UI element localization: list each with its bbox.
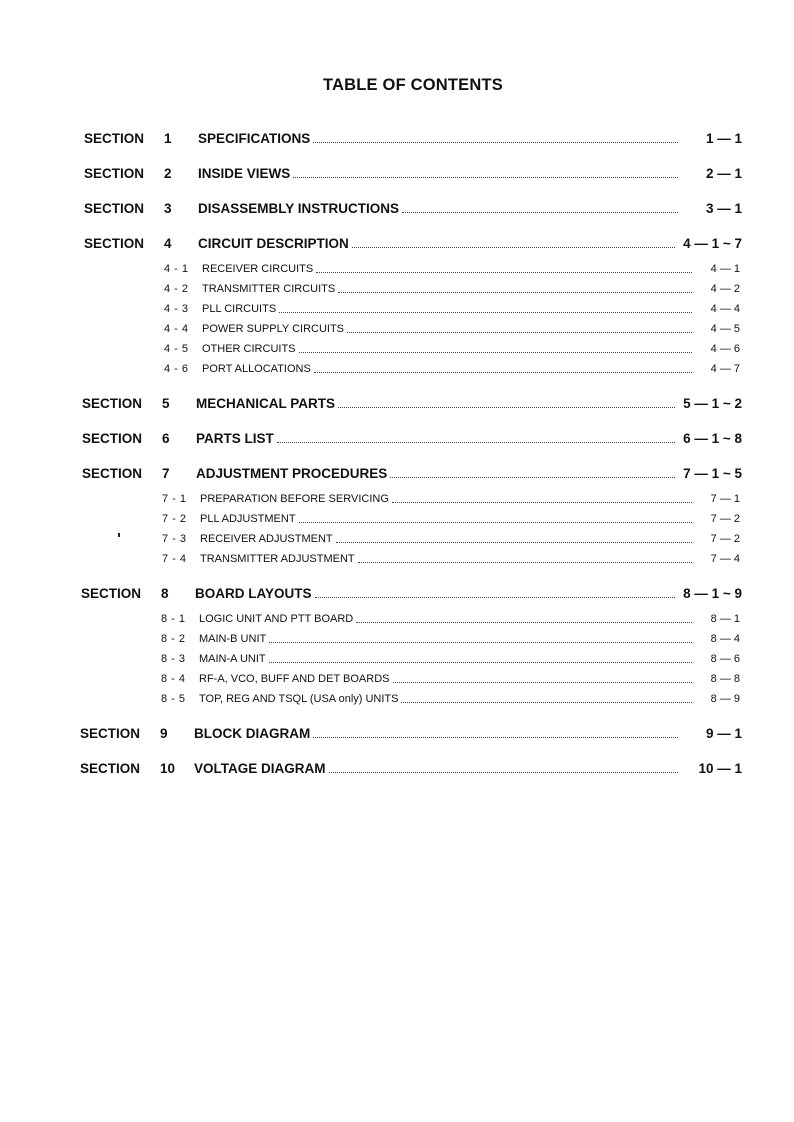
section-label: SECTION [80,761,141,776]
section-number: 4 [164,236,172,251]
subsection-page: 8 — 1 [710,613,740,625]
toc-subsection-row[interactable] [164,323,740,335]
section-title: ADJUSTMENT PROCEDURES [196,466,388,481]
subsection-number: 8 - 4 [161,673,186,685]
section-page: 5 — 1 ~ 2 [683,396,742,411]
subsection-title: MAIN-A UNIT [199,653,266,665]
subsection-page: 4 — 1 [710,263,740,275]
toc-subsection-row[interactable] [164,363,740,375]
subsection-title: RECEIVER ADJUSTMENT [200,533,333,545]
section-page: 2 — 1 [705,166,742,181]
subsection-page: 4 — 2 [710,283,740,295]
section-page: 6 — 1 ~ 8 [683,431,742,446]
dot-leader [390,477,675,478]
dot-leader [277,442,675,443]
dot-leader [358,562,692,563]
subsection-number: 4 - 1 [164,263,189,275]
subsection-page: 8 — 4 [710,633,740,645]
subsection-number: 7 - 1 [162,493,187,505]
subsection-number: 4 - 2 [164,283,189,295]
subsection-page: 4 — 7 [710,363,740,375]
toc-section-row[interactable] [82,396,742,411]
toc-section-row[interactable] [84,166,742,181]
subsection-page: 4 — 4 [710,303,740,315]
toc-section-row[interactable] [82,431,742,446]
section-page: 10 — 1 [698,761,742,776]
section-title: DISASSEMBLY INSTRUCTIONS [198,201,400,216]
dot-leader [392,502,692,503]
toc-subsection-row[interactable] [161,653,740,665]
subsection-number: 7 - 2 [162,513,187,525]
section-label: SECTION [80,726,141,741]
subsection-number: 7 - 4 [162,553,187,565]
section-title: INSIDE VIEWS [198,166,291,181]
toc-section-row[interactable] [84,201,742,216]
toc-subsection-row[interactable] [162,533,740,545]
dot-leader [279,312,692,313]
section-title: SPECIFICATIONS [198,131,311,146]
dot-leader [338,407,675,408]
subsection-title: OTHER CIRCUITS [202,343,296,355]
section-number: 9 [160,726,168,741]
toc-section-row[interactable] [81,586,742,601]
subsection-title: PREPARATION BEFORE SERVICING [200,493,389,505]
dot-leader [338,292,692,293]
toc-subsection-row[interactable] [161,693,740,705]
dot-leader [315,597,676,598]
dot-leader [313,142,678,143]
subsection-number: 8 - 5 [161,693,186,705]
dot-leader [347,332,692,333]
section-page: 7 — 1 ~ 5 [683,466,742,481]
subsection-page: 7 — 2 [710,513,740,525]
dot-leader [269,642,692,643]
dot-leader [293,177,678,178]
section-number: 3 [164,201,172,216]
dot-leader [356,622,692,623]
section-label: SECTION [82,431,143,446]
section-label: SECTION [84,201,145,216]
toc-section-row[interactable] [82,466,742,481]
dot-leader [314,372,692,373]
toc-subsection-row[interactable] [164,343,740,355]
section-number: 10 [160,761,176,776]
section-label: SECTION [81,586,142,601]
section-number: 7 [162,466,170,481]
subsection-page: 4 — 6 [710,343,740,355]
subsection-number: 8 - 1 [161,613,186,625]
stray-mark [118,533,120,537]
section-label: SECTION [82,396,143,411]
dot-leader [269,662,692,663]
subsection-title: MAIN-B UNIT [199,633,267,645]
section-label: SECTION [82,466,143,481]
section-label: SECTION [84,166,145,181]
section-title: VOLTAGE DIAGRAM [194,761,326,776]
subsection-page: 7 — 4 [710,553,740,565]
toc-section-row[interactable] [80,761,742,776]
subsection-title: TOP, REG AND TSQL (USA only) UNITS [199,693,399,705]
subsection-page: 4 — 5 [710,323,740,335]
toc-section-row[interactable] [84,131,742,146]
subsection-title: RECEIVER CIRCUITS [202,263,314,275]
dot-leader [336,542,692,543]
subsection-title: TRANSMITTER ADJUSTMENT [200,553,355,565]
subsection-page: 7 — 2 [710,533,740,545]
section-title: BOARD LAYOUTS [195,586,312,601]
toc-subsection-row[interactable] [164,303,740,315]
subsection-title: POWER SUPPLY CIRCUITS [202,323,345,335]
subsection-number: 8 - 2 [161,633,186,645]
page-title: TABLE OF CONTENTS [322,76,503,94]
section-page: 9 — 1 [705,726,742,741]
section-number: 8 [161,586,169,601]
dot-leader [401,702,692,703]
subsection-number: 4 - 6 [164,363,189,375]
subsection-title: PORT ALLOCATIONS [202,363,311,375]
section-title: BLOCK DIAGRAM [194,726,311,741]
dot-leader [393,682,693,683]
toc-section-row[interactable] [80,726,742,741]
section-number: 2 [164,166,172,181]
dot-leader [299,522,692,523]
section-page: 3 — 1 [705,201,742,216]
toc-subsection-row[interactable] [162,513,740,525]
section-number: 1 [164,131,172,146]
dot-leader [299,352,693,353]
section-number: 5 [162,396,170,411]
dot-leader [316,272,692,273]
subsection-number: 4 - 5 [164,343,189,355]
subsection-page: 8 — 8 [710,673,740,685]
toc-subsection-row[interactable] [161,613,740,625]
section-page: 8 — 1 ~ 9 [683,586,742,601]
section-number: 6 [162,431,170,446]
subsection-number: 7 - 3 [162,533,187,545]
section-label: SECTION [84,131,145,146]
toc-subsection-row[interactable] [164,263,740,275]
subsection-title: RF-A, VCO, BUFF AND DET BOARDS [199,673,390,685]
subsection-number: 4 - 4 [164,323,189,335]
toc-subsection-row[interactable] [162,493,740,505]
subsection-page: 8 — 6 [710,653,740,665]
section-page: 1 — 1 [705,131,742,146]
toc-subsection-row[interactable] [161,673,740,685]
subsection-title: LOGIC UNIT AND PTT BOARD [199,613,354,625]
section-title: PARTS LIST [196,431,274,446]
toc-subsection-row[interactable] [161,633,740,645]
section-page: 4 — 1 ~ 7 [683,236,742,251]
toc-subsection-row[interactable] [164,283,740,295]
subsection-title: TRANSMITTER CIRCUITS [202,283,336,295]
section-label: SECTION [84,236,145,251]
dot-leader [352,247,675,248]
subsection-page: 8 — 9 [710,693,740,705]
section-title: CIRCUIT DESCRIPTION [198,236,349,251]
dot-leader [313,737,678,738]
subsection-number: 8 - 3 [161,653,186,665]
section-title: MECHANICAL PARTS [196,396,336,411]
subsection-page: 7 — 1 [710,493,740,505]
dot-leader [402,212,678,213]
toc-subsection-row[interactable] [162,553,740,565]
subsection-number: 4 - 3 [164,303,189,315]
subsection-title: PLL CIRCUITS [202,303,277,315]
dot-leader [329,772,679,773]
subsection-title: PLL ADJUSTMENT [200,513,296,525]
toc-section-row[interactable] [84,236,742,251]
